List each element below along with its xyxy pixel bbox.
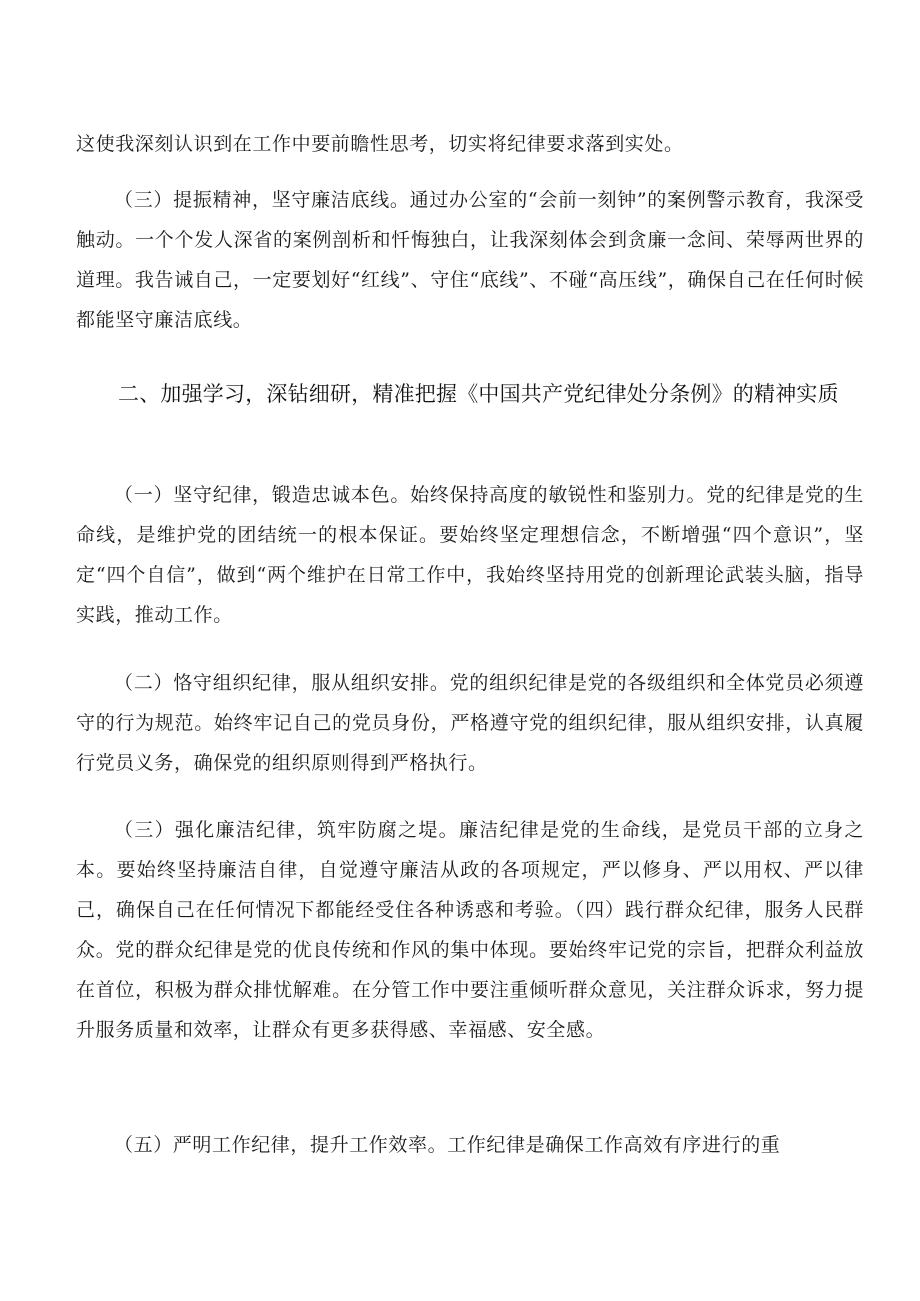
section-heading-2: 二、加强学习，深钻细研，精准把握《中国共产党纪律处分条例》的精神实质 [118,382,839,406]
paragraph-discipline-5: （五）严明工作纪律，提升工作效率。工作纪律是确保工作高效有序进行的重 [114,1134,781,1156]
paragraph-discipline-2: （二）恪守组织纪律，服从组织安排。党的组织纪律是党的各级组织和全体党员必须遵守的行为规范。始终牢记自己的党员身份，严格遵守党的组织纪律，服从组织安排，认真履行党员义务，确保党的组织原则得到严格执行。 [76,672,864,774]
paragraph-section-3-integrity: （三）提振精神，坚守廉洁底线。通过办公室的“会前一刻钟”的案例警示教育，我深受触动。一个个发人深省的案例剖析和忏悔独白，让我深刻体会到贪廉一念间、荣辱两世界的道理。我告诫自己，一定要划好“红线”、守住“底线”、不碰“高压线”，确保自己在任何时候都能坚守廉洁底线。 [76,189,864,331]
paragraph-discipline-1: （一）坚守纪律，锻造忠诚本色。始终保持高度的敏锐性和鉴别力。党的纪律是党的生命线，是维护党的团结统一的根本保证。要始终坚定理想信念，不断增强“四个意识”，坚定“四个自信”，做到“两个维护在日常工作中，我始终坚持用党的创新理论武装头脑，指导实践，推动工作。 [76,484,864,626]
paragraph-continuation: 这使我深刻认识到在工作中要前瞻性思考，切实将纪律要求落到实处。 [76,133,684,155]
paragraph-discipline-3-4: （三）强化廉洁纪律，筑牢防腐之堤。廉洁纪律是党的生命线，是党员干部的立身之本。要始终坚持廉洁自律，自觉遵守廉洁从政的各项规定，严以修身、严以用权、严以律己，确保自己在任何情况下都能经受住各种诱惑和考验。（四）践行群众纪律，服务人民群众。党的群众纪律是党的优良传统和作风的集中体现。要始终牢记党的宗旨，把群众利益放在首位，积极为群众排忧解难。在分管工作中要注重倾听群众意见，关注群众诉求，努力提升服务质量和效率，让群众有更多获得感、幸福感、安全感。 [76,819,864,1041]
